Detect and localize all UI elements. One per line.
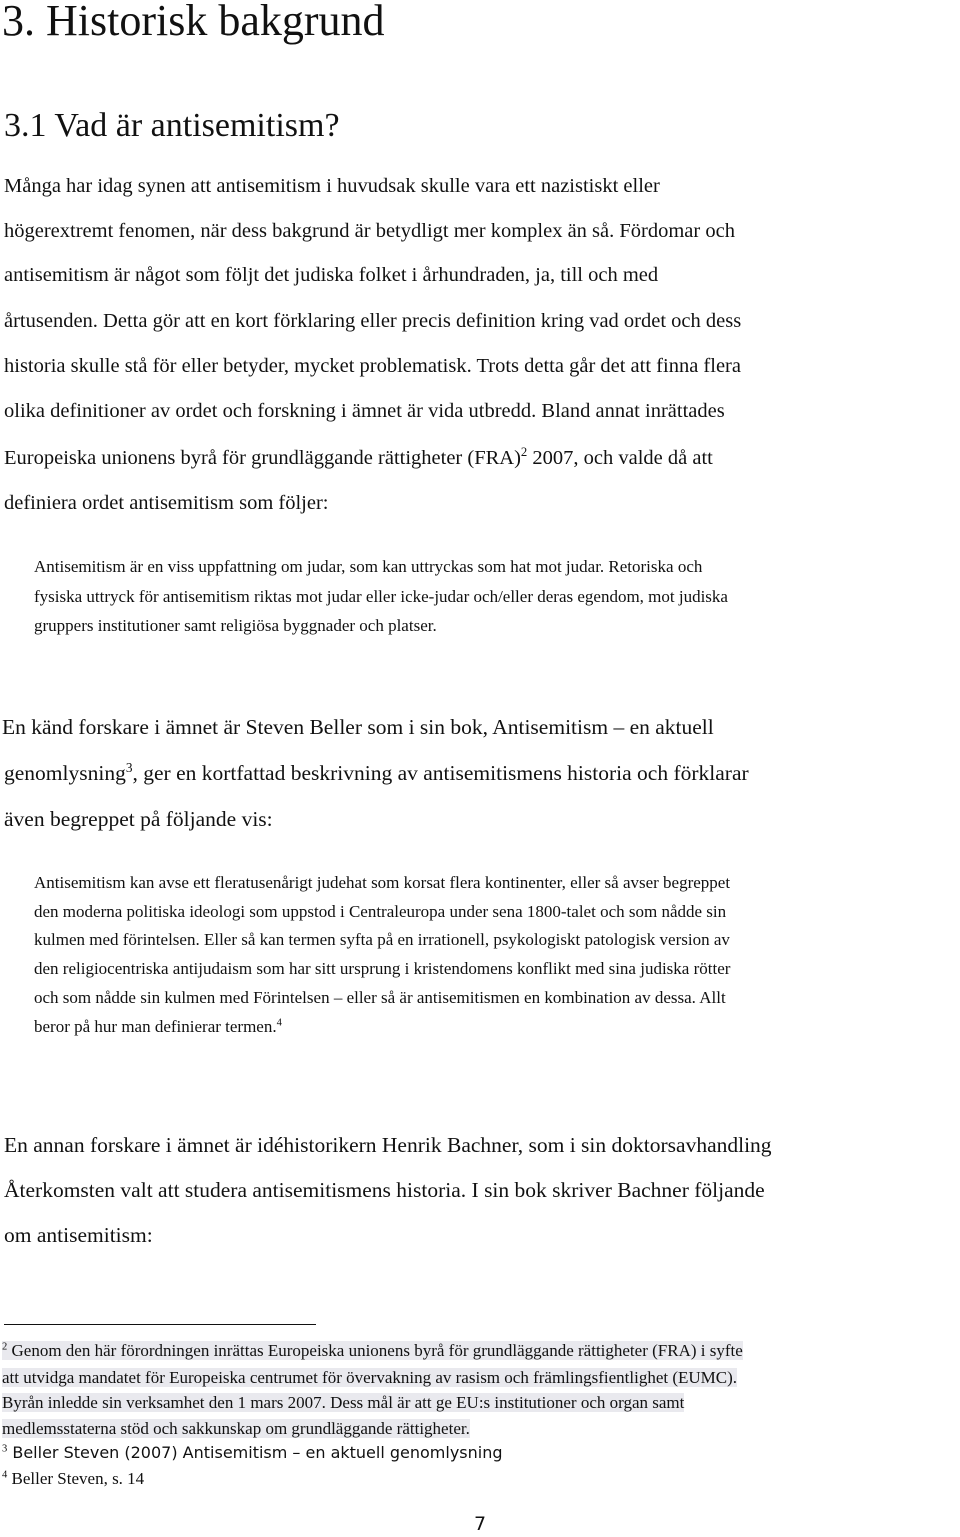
footnote-number: 3	[2, 1443, 8, 1455]
quote-text: beror på hur man definierar termen.	[34, 1017, 277, 1036]
paragraph-text: , ger en kortfattad beskrivning av antisemitismens historia och förklarar	[132, 761, 749, 785]
paragraph-line: årtusenden. Detta gör att en kort förklaring eller precis definition kring vad ordet och dess	[4, 310, 742, 332]
paragraph-line: även begreppet på följande vis:	[4, 807, 273, 831]
paragraph-line: Många har idag synen att antisemitism i huvudsak skulle vara ett nazistiskt eller	[4, 175, 660, 197]
quote-line: fysiska uttryck för antisemitism riktas mot judar eller icke-judar och/eller deras egendom, mot judiska	[34, 587, 728, 606]
footnote-2-highlight	[2, 1341, 743, 1360]
paragraph-line: olika definitioner av ordet och forskning i ämnet är vida utbredd. Bland annat inrättades	[4, 400, 725, 422]
footnote-text: Beller Steven, s. 14	[7, 1469, 145, 1488]
paragraph-line: om antisemitism:	[4, 1223, 153, 1247]
quote-line: kulmen med förintelsen. Eller så kan termen syfta på en irrationell, psykologiskt patologisk version av	[34, 930, 730, 949]
footnote-4	[2, 1468, 144, 1490]
paragraph-line	[4, 446, 713, 470]
footnote-2-line	[2, 1392, 684, 1414]
footnote-2-line	[2, 1340, 743, 1362]
footnote-number: 4	[2, 1469, 8, 1481]
paragraph-line: historia skulle stå för eller betyder, mycket problematisk. Trots detta går det att finna flera	[4, 355, 741, 377]
paragraph-text: Europeiska unionens byrå för grundläggande rättigheter (FRA)	[4, 447, 521, 469]
paragraph-line: definiera ordet antisemitism som följer:	[4, 492, 329, 514]
footnote-3	[2, 1442, 503, 1464]
footnote-ref-4[interactable]: 4	[276, 1017, 282, 1029]
page-number: 7	[474, 1513, 487, 1535]
footnote-separator	[4, 1324, 316, 1325]
quote-line: Antisemitism är en viss uppfattning om judar, som kan uttryckas som hat mot judar. Retoriska och	[34, 557, 703, 576]
footnote-text: Byrån inledde sin verksamhet den 1 mars 2007. Dess mål är att ge EU:s institutioner och organ samt	[2, 1393, 685, 1412]
paragraph-text: 2007, och valde då att	[527, 447, 713, 469]
footnote-text: medlemsstaterna stöd och sakkunskap om grundläggande rättigheter.	[2, 1419, 470, 1438]
quote-line: den moderna politiska ideologi som uppstod i Centraleuropa under sena 1800-talet och som nådde sin	[34, 902, 727, 921]
quote-line	[34, 1017, 282, 1037]
quote-line: och som nådde sin kulmen med Förintelsen – eller så är antisemitismen en kombination av dessa. Allt	[34, 988, 726, 1007]
footnote-text: Beller Steven (2007) Antisemitism – en aktuell genomlysning	[7, 1443, 503, 1462]
paragraph-line: antisemitism är något som följt det judiska folket i århundraden, ja, till och med	[4, 264, 659, 286]
footnote-text: Genom den här förordningen inrättas Europeiska unionens byrå för grundläggande rättigheter (FRA) i syfte	[7, 1341, 743, 1360]
footnote-ref-2[interactable]: 2	[520, 445, 528, 460]
paragraph-line: Återkomsten valt att studera antisemitismens historia. I sin bok skriver Bachner följande	[4, 1178, 765, 1202]
paragraph-line	[4, 760, 749, 786]
quote-line: den religiocentriska antijudaism som har sitt ursprung i kristendomens konflikt med sina judiska rötter	[34, 959, 731, 978]
section-heading: 3.1 Vad är antisemitism?	[4, 107, 340, 144]
paragraph-text: genomlysning	[4, 761, 126, 785]
paragraph-line: högerextremt fenomen, när dess bakgrund är betydligt mer komplex än så. Fördomar och	[4, 220, 735, 242]
paragraph-line: En annan forskare i ämnet är idéhistorikern Henrik Bachner, som i sin doktorsavhandling	[4, 1133, 772, 1157]
quote-line: Antisemitism kan avse ett fleratusenårigt judehat som korsat flera kontinenter, eller så avser begreppet	[34, 873, 731, 892]
paragraph-line: En känd forskare i ämnet är Steven Beller som i sin bok, Antisemitism – en aktuell	[2, 715, 714, 739]
footnote-text: att utvidga mandatet för Europeiska centrumet för övervakning av rasism och främlingsfientlighet (EUMC).	[2, 1368, 738, 1387]
page-heading: 3. Historisk bakgrund	[2, 0, 385, 45]
footnote-number: 2	[2, 1341, 8, 1353]
quote-line: gruppers institutioner samt religiösa byggnader och platser.	[34, 616, 437, 635]
footnote-2-line	[2, 1418, 470, 1440]
footnote-ref-3[interactable]: 3	[125, 759, 133, 775]
footnote-2-line	[2, 1367, 737, 1389]
